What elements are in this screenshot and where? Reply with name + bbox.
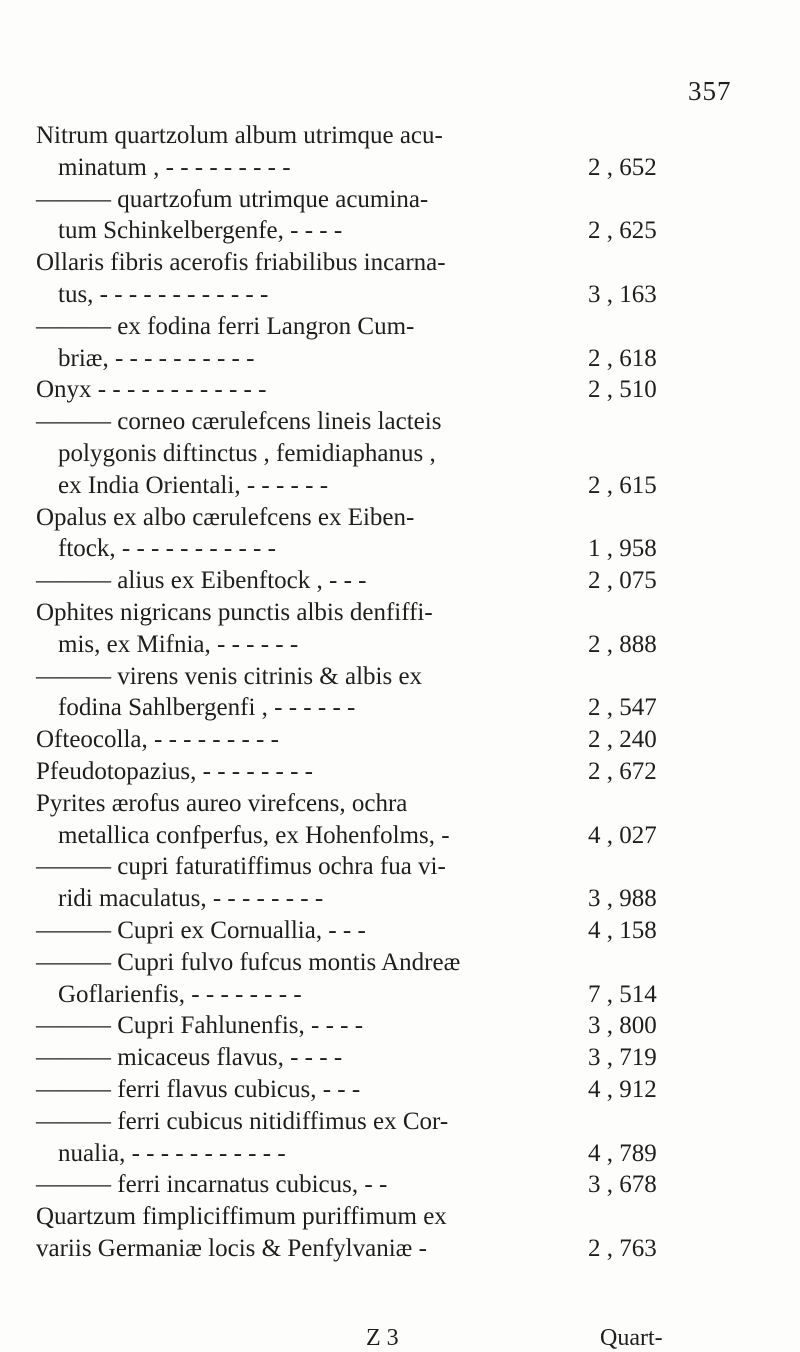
entry-text: metallica confperfus, ex Hohenfolms, - [58,821,450,849]
entry-row [0,851,800,883]
gravity-value: 2 , 075 [588,567,657,595]
entry-row [0,565,800,597]
entry-row [0,184,800,216]
entry-text: nualia, - - - - - - - - - - - [58,1139,286,1167]
entry-text: ——— ferri flavus cubicus, - - - [36,1075,361,1103]
entry-row [0,661,800,693]
entry-text: ——— corneo cærulefcens lineis lacteis [36,408,442,436]
entry-text: ——— micaceus flavus, - - - - [36,1044,343,1072]
entry-row [0,1074,800,1106]
entry-text: ex India Orientali, - - - - - - [58,471,329,499]
entry-list [0,120,800,1265]
entry-text: variis Germaniæ locis & Penfylvaniæ - [36,1234,427,1262]
entry-text: Pyrites ærofus aureo virefcens, ochra [36,789,408,817]
entry-text: Quartzum fimpliciffimum puriffimum ex [36,1203,447,1231]
entry-row [0,597,800,629]
entry-text: ——— virens venis citrinis & albis ex [36,662,423,690]
entry-text: Goflarienfis, - - - - - - - - [58,980,302,1008]
entry-row [0,820,800,852]
gravity-value: 2 , 510 [588,376,657,404]
gravity-value: 4 , 912 [588,1075,657,1103]
entry-text: Opalus ex albo cærulefcens ex Eiben- [36,503,415,531]
entry-row [0,247,800,279]
entry-text: ——— ex fodina ferri Langron Cum- [36,312,415,340]
gravity-value: 3 , 988 [588,885,657,913]
gravity-value: 2 , 547 [588,694,657,722]
gravity-value: 4 , 158 [588,916,657,944]
entry-row [0,1138,800,1170]
entry-text: ——— ferri cubicus nitidiffimus ex Cor- [36,1107,449,1135]
entry-row [0,629,800,661]
entry-row [0,406,800,438]
entry-row [0,311,800,343]
entry-text: ridi maculatus, - - - - - - - - [58,885,324,913]
entry-row [0,724,800,756]
entry-text: tum Schinkelbergenfe, - - - - [58,217,343,245]
entry-text: Nitrum quartzolum album utrimque acu- [36,122,443,149]
gravity-value: 3 , 800 [588,1012,657,1040]
entry-row [0,152,800,184]
entry-row [0,1042,800,1074]
entry-text: Pfeudotopazius, - - - - - - - - [36,757,313,785]
entry-text: mis, ex Mifnia, - - - - - - [58,630,299,658]
entry-row [0,1169,800,1201]
signature-mark: Z 3 [366,1325,399,1351]
entry-row [0,1010,800,1042]
entry-text: ——— Cupri Fahlunenfis, - - - - [36,1012,364,1040]
gravity-value: 1 , 958 [588,535,657,563]
entry-row [0,788,800,820]
entry-row [0,215,800,247]
entry-row [0,756,800,788]
entry-text: Ofteocolla, - - - - - - - - - [36,726,279,754]
gravity-value: 4 , 789 [588,1139,657,1167]
entry-row [0,343,800,375]
catchword: Quart- [600,1325,663,1351]
gravity-value: 2 , 888 [588,630,657,658]
entry-text: ——— Cupri fulvo fufcus montis Andreæ [36,948,461,976]
entry-row [0,438,800,470]
gravity-value: 2 , 618 [588,344,657,372]
entry-text: polygonis diftinctus , femidiaphanus , [58,439,436,467]
entry-text: tus, - - - - - - - - - - - - [58,280,269,308]
entry-row [0,883,800,915]
entry-text: ——— ferri incarnatus cubicus, - - [36,1171,388,1199]
page-number: 357 [688,76,732,106]
entry-text: ——— quartzofum utrimque acumina- [36,185,429,213]
entry-text: briæ, - - - - - - - - - - [58,344,255,372]
entry-row [0,1106,800,1138]
gravity-value: 2 , 615 [588,471,657,499]
gravity-value: 3 , 163 [588,280,657,308]
entry-row [0,470,800,502]
gravity-value: 2 , 652 [588,153,657,181]
gravity-value: 3 , 678 [588,1171,657,1199]
gravity-value: 2 , 763 [588,1234,657,1262]
entry-row [0,979,800,1011]
gravity-value: 2 , 240 [588,726,657,754]
entry-row [0,374,800,406]
entry-row [0,533,800,565]
entry-row [0,947,800,979]
entry-row [0,692,800,724]
entry-row [0,915,800,947]
entry-text: ——— alius ex Eibenftock , - - - [36,567,367,595]
entry-row [0,1201,800,1233]
gravity-value: 3 , 719 [588,1044,657,1072]
gravity-value: 2 , 672 [588,757,657,785]
entry-text: Ollaris fibris acerofis friabilibus incarna- [36,249,446,277]
gravity-value: 2 , 625 [588,217,657,245]
entry-row [0,502,800,534]
entry-row [0,120,800,152]
gravity-value: 7 , 514 [588,980,657,1008]
gravity-value: 4 , 027 [588,821,657,849]
entry-text: minatum , - - - - - - - - - [58,153,291,181]
entry-text: ftock, - - - - - - - - - - - [58,535,276,563]
entry-text: Onyx - - - - - - - - - - - - [36,376,267,404]
entry-text: ——— cupri faturatiffimus ochra fua vi- [36,853,446,881]
entry-row [0,279,800,311]
entry-text: ——— Cupri ex Cornuallia, - - - [36,916,366,944]
entry-text: Ophites nigricans punctis albis denfiffi- [36,598,433,626]
entry-row [0,1233,800,1265]
entry-text: fodina Sahlbergenfi , - - - - - - [58,694,356,722]
